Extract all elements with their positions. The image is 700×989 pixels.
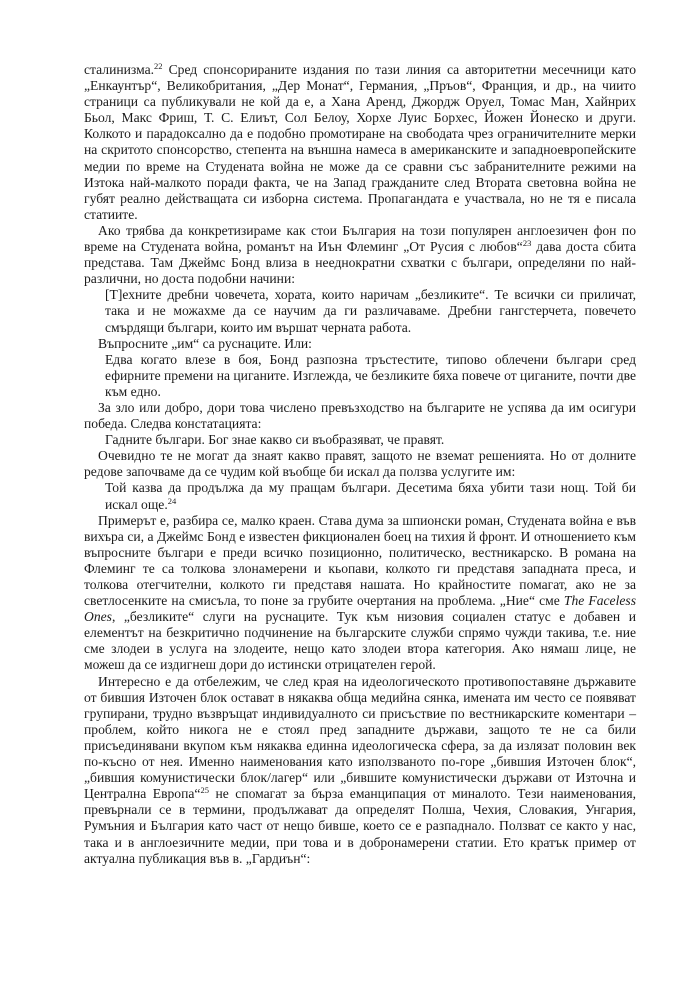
paragraph-4 bbox=[84, 400, 636, 432]
text-run: Интересно е да отбележим, че след края на идеологическото противопоставяне държавите от бившия Източен блок остават в някаква обща медийна сянка, имената им често се появяват групирани, трудно възвръщат индивидуалното си присъствие по вестникарските коментари – проблем, който никога не е стоял пред западните държави, защото те не са били присъединявани вкупом към някаква единна идеологическа сфера, за да излязат половин век по-късно от нея. Именно наименования като използваното по-горе „бившия Източен блок“, „бившия комунистически блок/лагер“ или „бившите комунистически държави от Източна и Централна Европа“ bbox=[84, 673, 636, 802]
quote-2 bbox=[105, 352, 636, 400]
footnote-ref: 24 bbox=[167, 495, 177, 506]
text-run: Примерът е, разбира се, малко краен. Става дума за шпионски роман, Студената война е във вихъра си, а Джеймс Бонд е известен фикционален боец на тихия й фронт. И отношението към въпросните българи е преди всичко позиционно, политическо, вестникарско. В романа на Флеминг те са толкова злонамерени и кьопави, колкото ги представя западната преса, и толкова отегчителни, колкото ги представя нашата. Но крайностите помагат, ако не за светлосенките на смисъла, то поне за грубите очертания на проблема. „Ние“ сме bbox=[84, 512, 636, 609]
footnote-ref: 22 bbox=[154, 61, 163, 71]
paragraph-1 bbox=[84, 62, 636, 223]
text-run: Ако трябва да конкретизираме как стои България на този популярен англоезичен фон по време на Студената война, романът на Иън Флеминг „От Русия с любов“ bbox=[84, 222, 636, 255]
text-run: не спомагат за бърза еманципация от миналото. Тези наименования, превърнали се в термини, продължават да определят Полша, Чехия, Словакия, Унгария, Румъния и България като част от нещо бивше, което се е разпаднало. Ползват се както у нас, така и в англоезичните медии, при това и в добронамерени статии. Ето кратък пример от актуална публикация във в. „Гардиън“: bbox=[84, 786, 636, 866]
text-run: Гадните българи. Бог знае какво си въобразяват, че правят. bbox=[105, 432, 445, 448]
text-run: сталинизма. bbox=[84, 62, 155, 77]
paragraph-5 bbox=[84, 448, 636, 480]
italic-title: The Faceless Ones bbox=[84, 593, 636, 625]
text-run: [Т]ехните дребни човечета, хората, които наричам „безликите“. Те всички си приличат, така и не можахме да се научим да ги различаваме. Дребни гангстерчета, повечето смърдящи българи, които им вършат черната работа. bbox=[105, 287, 636, 335]
footnote-ref: 23 bbox=[522, 238, 532, 249]
text-run: Очевидно те не могат да знаят какво правят, защото не вземат решенията. Но от долните редове започваме да се чудим кой въобще би искал да ползва услугите им: bbox=[84, 448, 636, 480]
quote-1 bbox=[105, 287, 636, 335]
paragraph-7 bbox=[84, 674, 636, 867]
text-run: Сред спонсорираните издания по тази линия са авторитетни месечници като „Енкаунтър“, Великобритания, „Дер Монат“, Германия, „Пръов“, Франция, и др., на чиито страници са публикували не кой да е, а Хана Аренд, Джордж Оруел, Томас Ман, Хайнрих Бьол, Макс Фриш, Т. С. Елиът, Сол Белоу, Хорхе Луис Борхес, Йожен Йонеско и други. Колкото и парадоксално да е подобно промотиране на свободата чрез ограничителните мерки на скритото спонсорство, степента на външна намеса в американските и западноевропейските медии по време на Студената война не може да се сравни със забранителните режими на Изтока най-малкото поради факта, че на Запад гражданите след Втората световна война не губят реално действащата си изборна система. Пропагандата е участвала, но не тя е писала статиите. bbox=[84, 62, 636, 222]
paragraph-2 bbox=[84, 223, 636, 287]
text-run: За зло или добро, дори това числено превъзходство на българите не успява да им осигури победа. Следва констатацията: bbox=[84, 399, 636, 432]
paragraph-6 bbox=[84, 513, 636, 674]
quote-3 bbox=[105, 432, 636, 448]
footnote-ref: 25 bbox=[200, 785, 209, 796]
text-run: дава доста сбита представа. Там Джеймс Бонд влиза в нееднократни схватки с българи, определяни по най-различни, но доста подобни начини: bbox=[84, 239, 636, 287]
text-run: Едва когато влезе в боя, Бонд разпозна тръстестите, типово облечени българи сред ефирните премени на циганите. Изглежда, че безликите бяха повече от циганите, почти две към едно. bbox=[105, 351, 636, 399]
paragraph-3 bbox=[84, 336, 636, 352]
text-run: , „безликите“ слуги на руснаците. Тук към низовия социален статус е добавен и елементът на безкритично подчинение на българските служби спрямо чужди такива, т.е. ние сме злодеи в услуга на злодеите, нещо като злодеи втора категория. Ако нямаш лице, не можеш да се издигнеш дори до истински отрицателен герой. bbox=[84, 609, 636, 673]
document-page bbox=[84, 62, 636, 867]
text-run: Той казва да продължа да му пращам българи. Десетима бяха убити тази нощ. Той би искал още. bbox=[105, 480, 636, 512]
text-run: Въпросните „им“ са руснаците. Или: bbox=[98, 335, 312, 351]
quote-4 bbox=[105, 480, 636, 512]
